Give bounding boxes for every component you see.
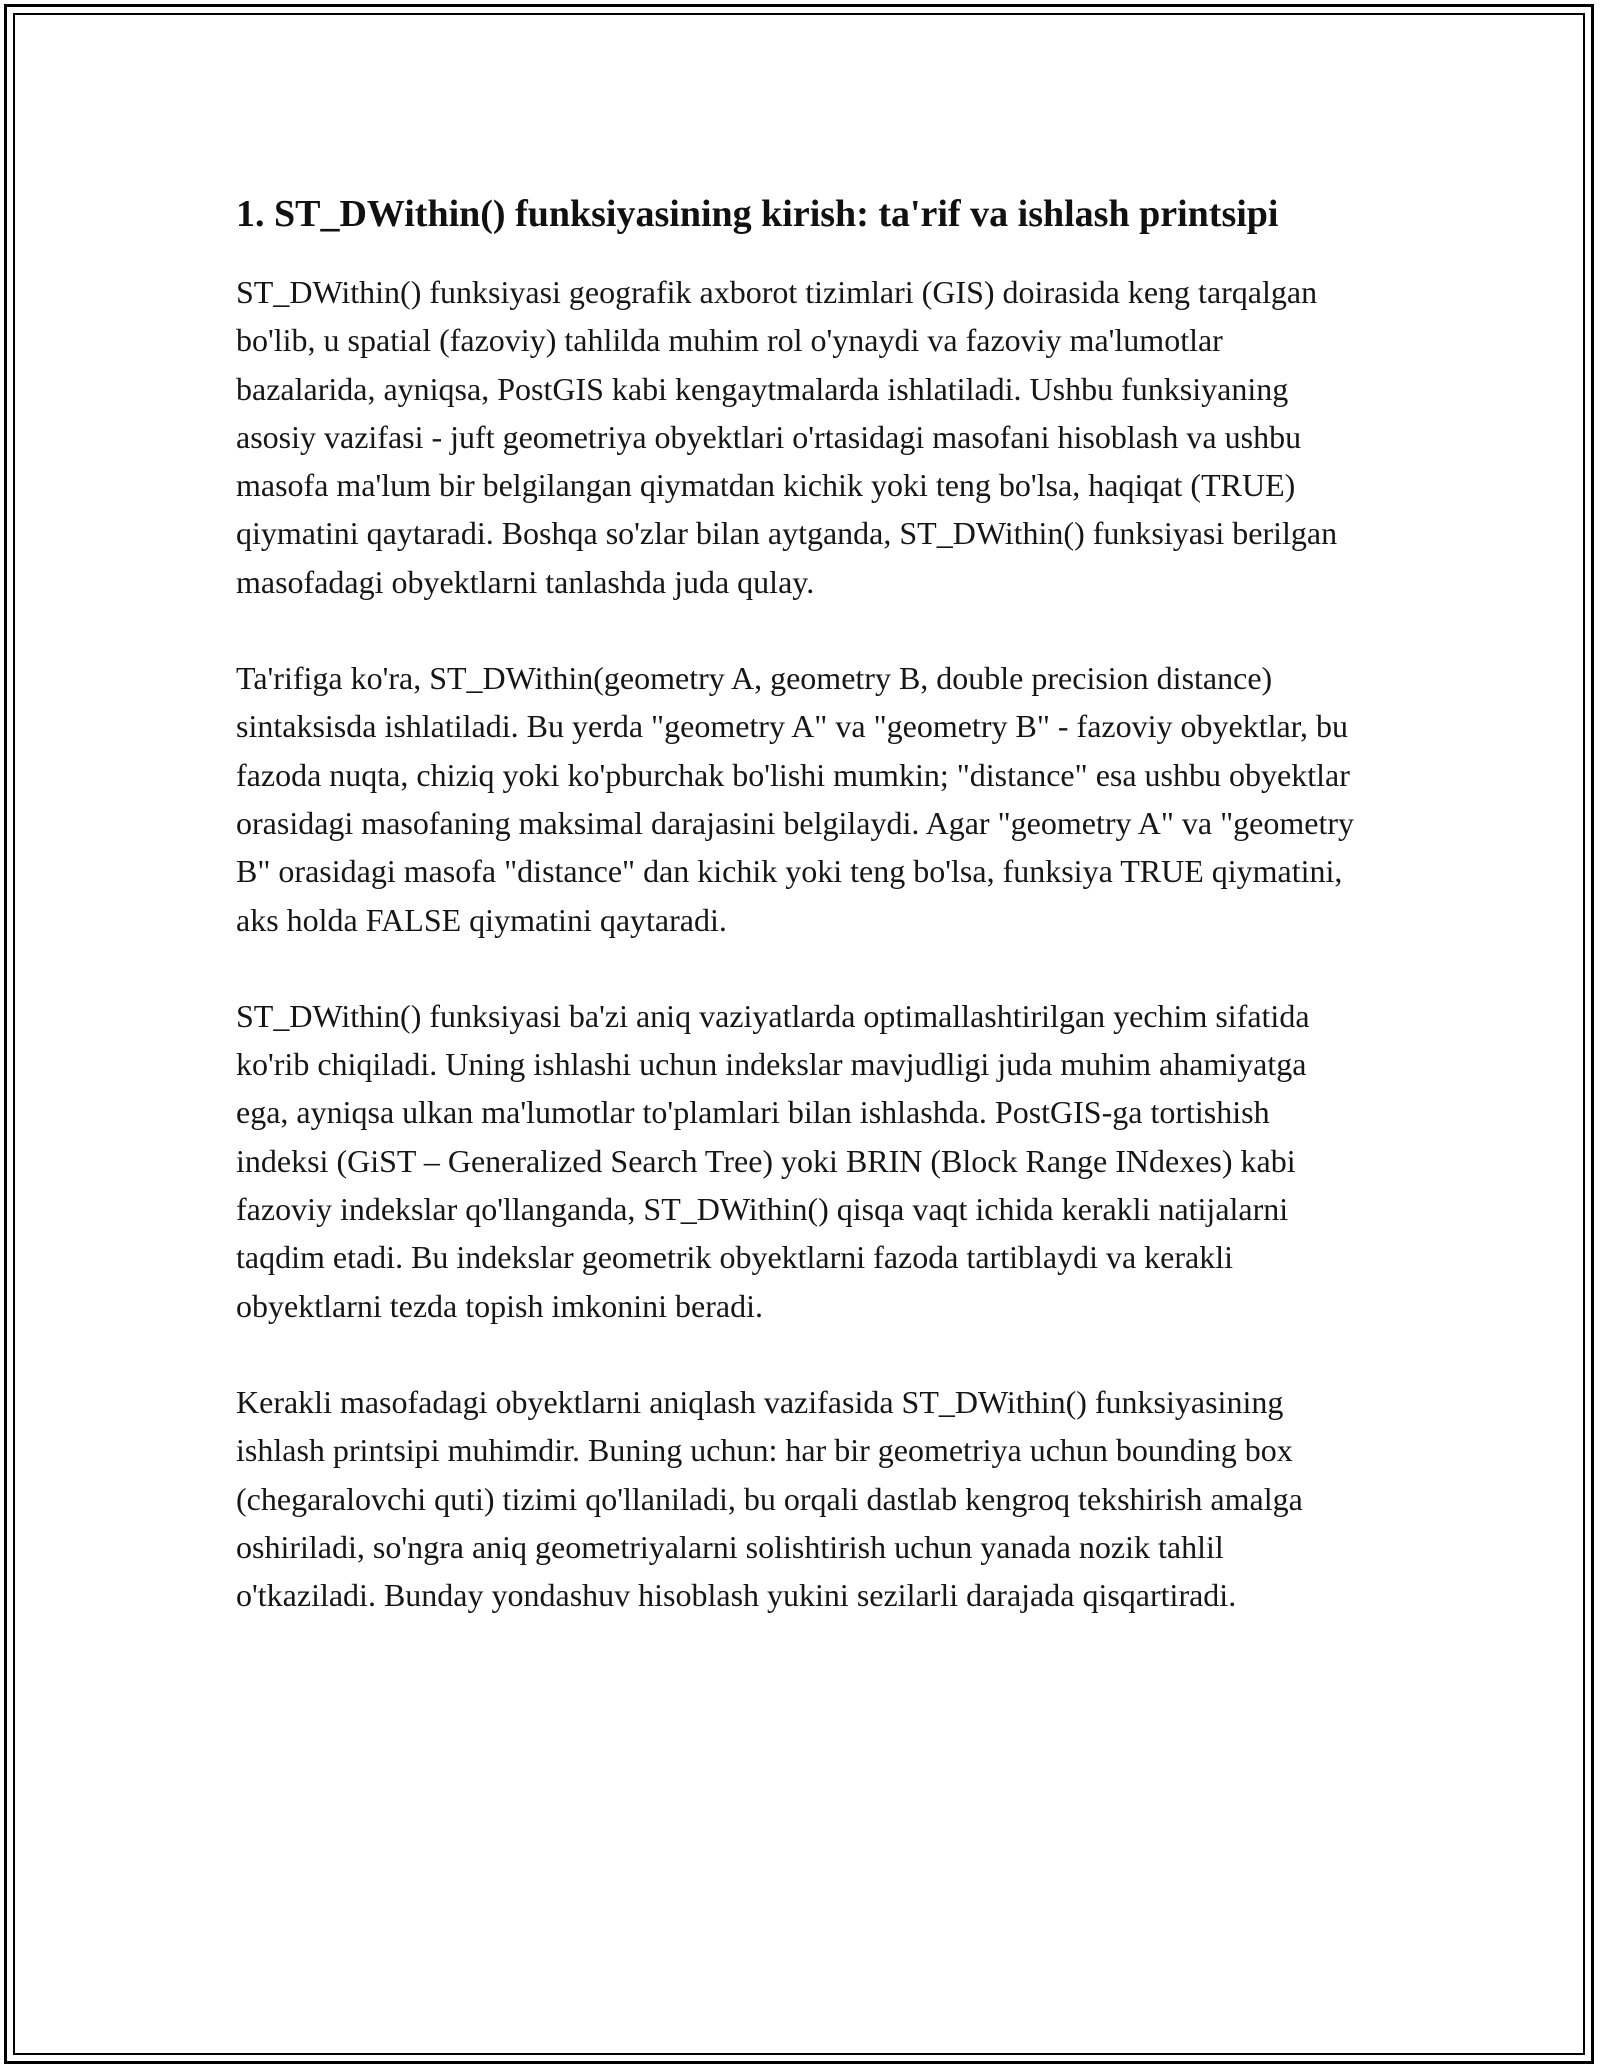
document-body (236, 186, 1366, 1667)
paragraph-syntax: Ta'rifiga ko'ra, ST_DWithin(geometry A, geometry B, double precision distance) sintaksisda ishlatiladi. Bu yerda "geometry A" va "geometry B" - fazoviy obyektlar, bu fazoda nuqta, chiziq yoki ko'pburchak bo'lishi mumkin; "distance" esa ushbu obyektlar orasidagi masofaning maksimal darajasini belgilaydi. Agar "geometry A" va "geometry B" orasidagi masofa "distance" dan kichik yoki teng bo'lsa, funksiya TRUE qiymatini, aks holda FALSE qiymatini qaytaradi. (236, 660, 1354, 938)
paragraph-bounding-box: Kerakli masofadagi obyektlarni aniqlash vazifasida ST_DWithin() funksiyasining ishlash printsipi muhimdir. Buning uchun: har bir geometriya uchun bounding box (chegaralovchi quti) tizimi qo'llaniladi, bu orqali dastlab kengroq tekshirish amalga oshiriladi, so'ngra aniq geometriyalarni solishtirish uchun yanada nozik tahlil o'tkaziladi. Bunday yondashuv hisoblash yukini sezilarli darajada qisqartiradi. (236, 1383, 1303, 1614)
paragraph-indexes: ST_DWithin() funksiyasi ba'zi aniq vaziyatlarda optimallashtirilgan yechim sifatida ko'rib chiqiladi. Uning ishlashi uchun indekslar mavjudligi juda muhim ahamiyatga ega, ayniqsa ulkan ma'lumotlar to'plamlari bilan ishlashda. PostGIS-ga tortishish indeksi (GiST – Generalized Search Tree) yoki BRIN (Block Range INdexes) kabi fazoviy indekslar qo'llanganda, ST_DWithin() qisqa vaqt ichida kerakli natijalarni taqdim etadi. Bu indekslar geometrik obyektlarni fazoda tartiblaydi va kerakli obyektlarni tezda topish imkonini beradi. (236, 997, 1310, 1324)
section-heading: 1. ST_DWithin() funksiyasining kirish: ta'rif va ishlash printsipi (236, 193, 1279, 235)
paragraph-definition: ST_DWithin() funksiyasi geografik axborot tizimlari (GIS) doirasida keng tarqalgan bo'lib, u spatial (fazoviy) tahlilda muhim rol o'ynaydi va fazoviy ma'lumotlar bazalarida, ayniqsa, PostGIS kabi kengaytmalarda ishlatiladi. Ushbu funksiyaning asosiy vazifasi - juft geometriya obyektlari o'rtasidagi masofani hisoblash va ushbu masofa ma'lum bir belgilangan qiymatdan kichik yoki teng bo'lsa, haqiqat (TRUE) qiymatini qaytaradi. Boshqa so'zlar bilan aytganda, ST_DWithin() funksiyasi berilgan masofadagi obyektlarni tanlashda juda qulay. (236, 274, 1338, 600)
